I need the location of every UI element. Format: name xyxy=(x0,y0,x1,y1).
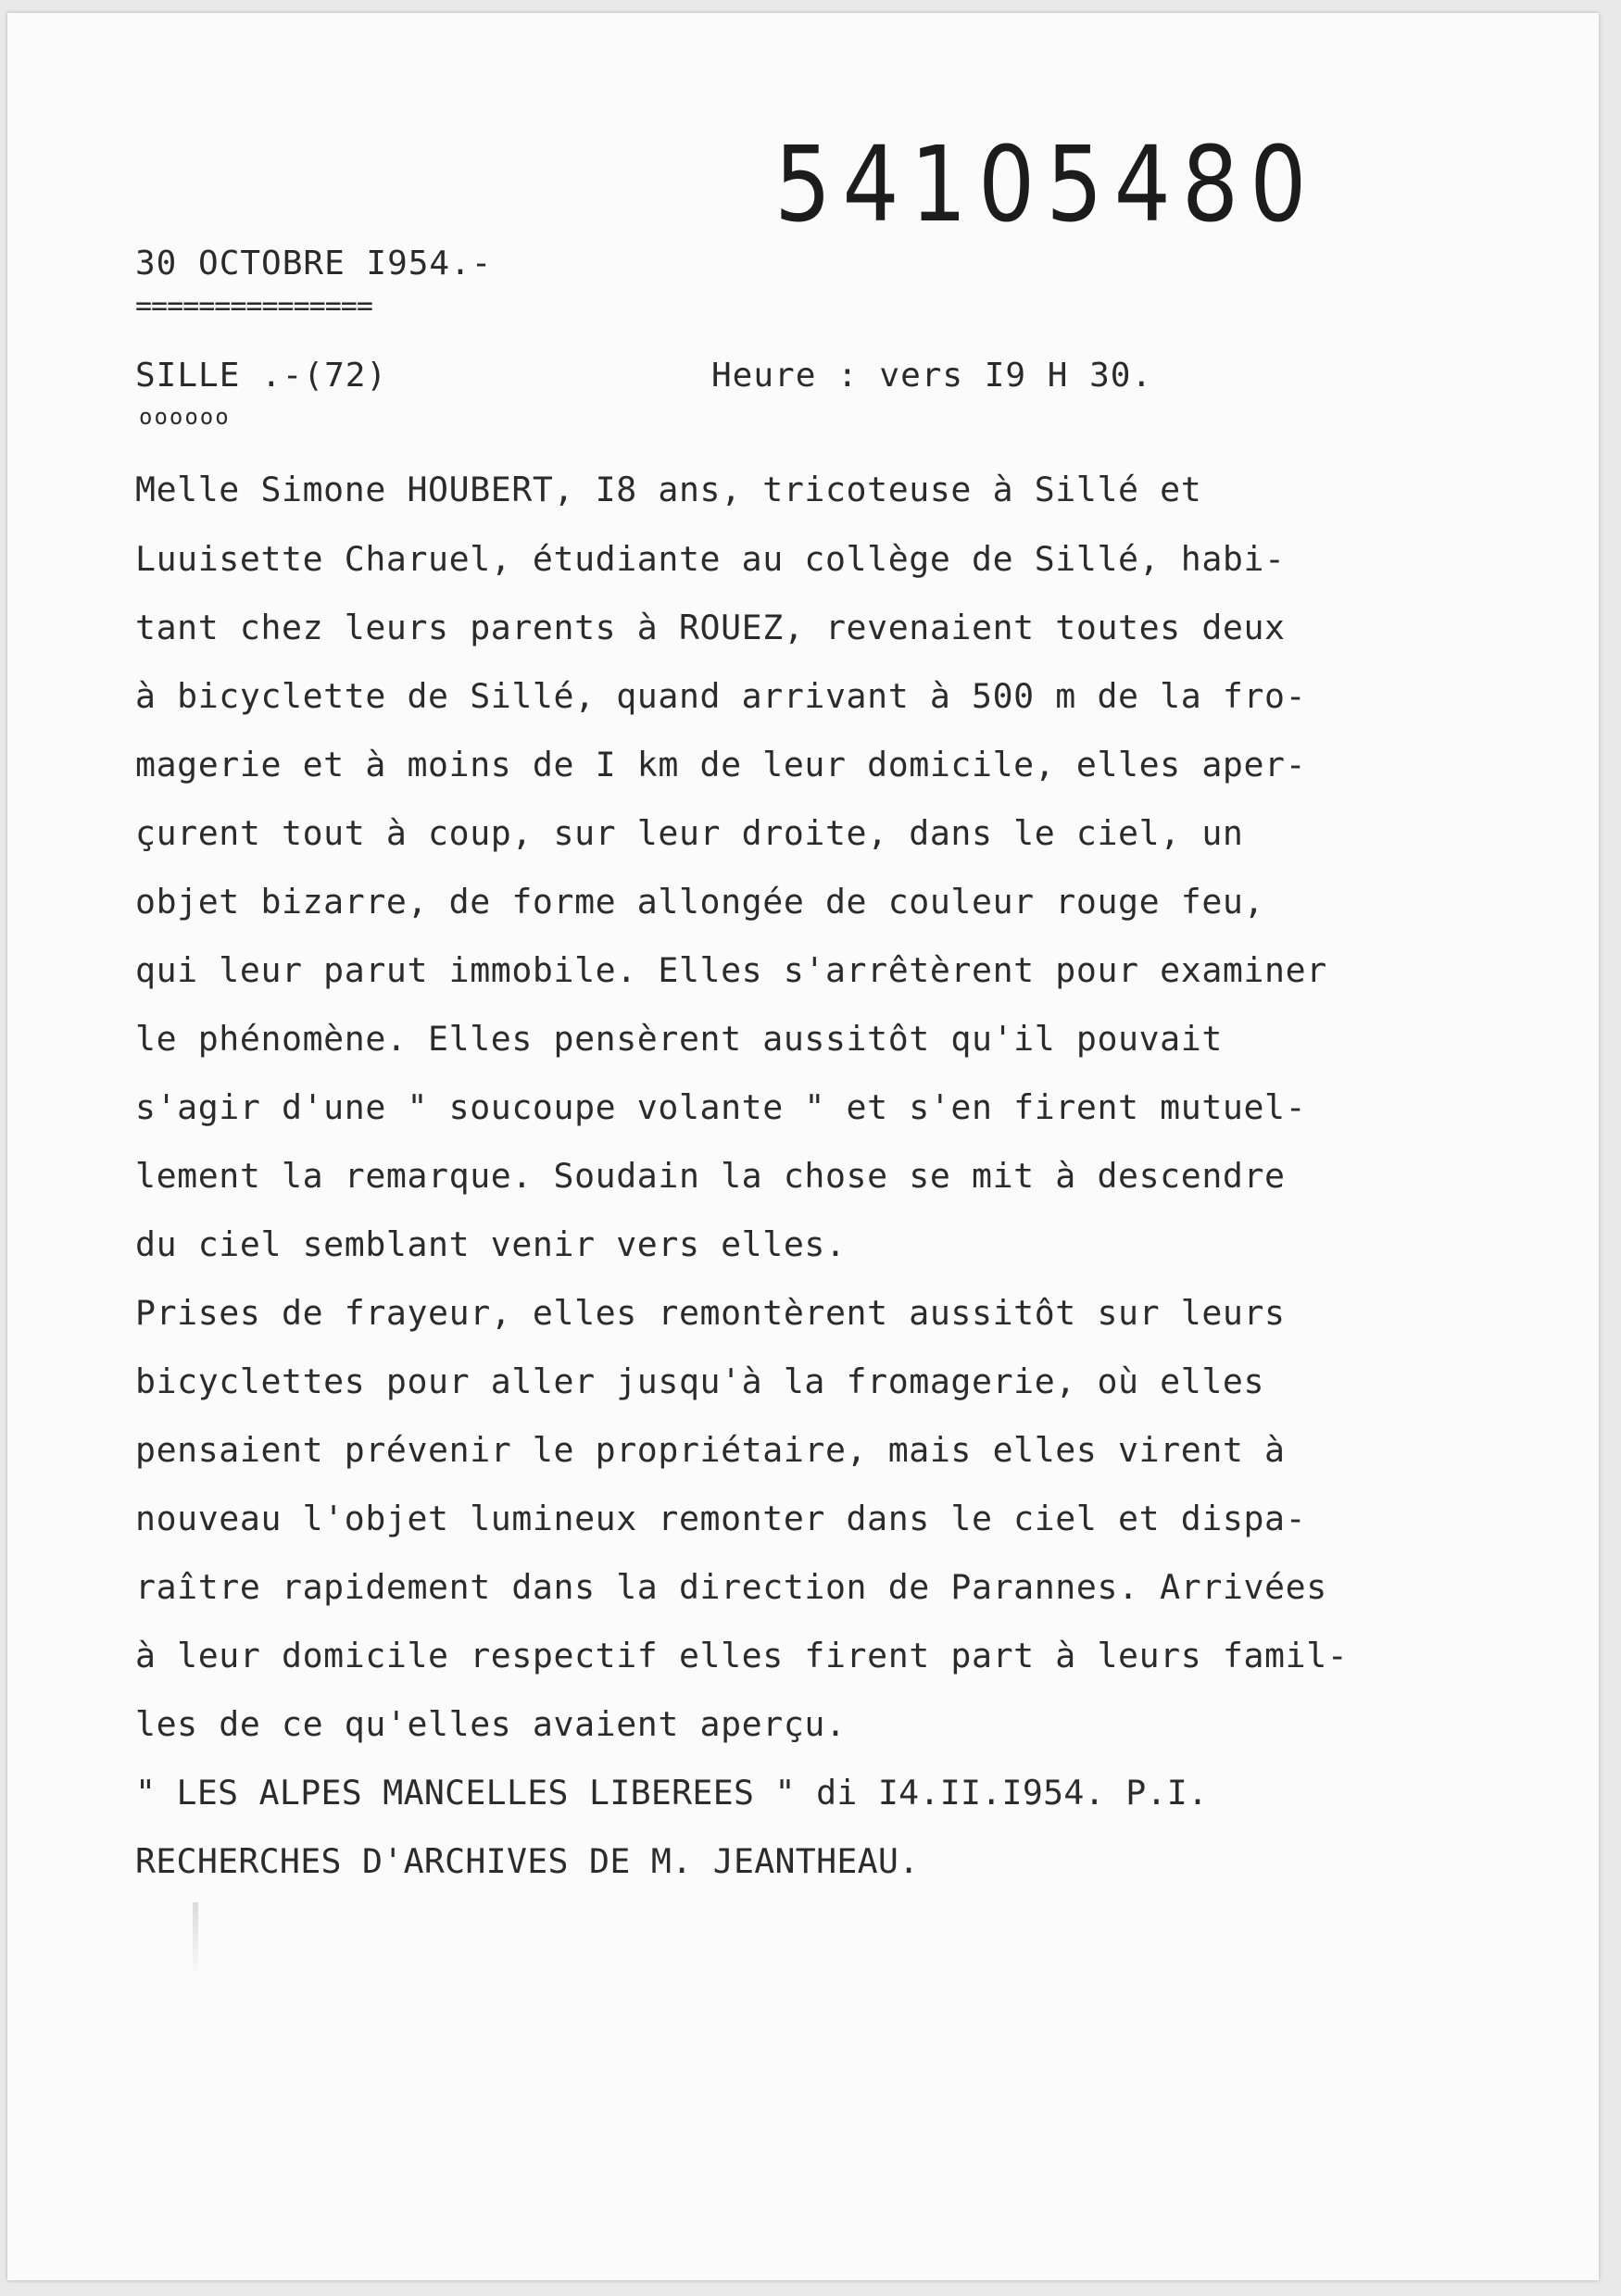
body-line: les de ce qu'elles avaient aperçu. xyxy=(135,1704,847,1744)
document-date: 30 OCTOBRE I954.- xyxy=(135,245,493,282)
body-line: magerie et à moins de I km de leur domicile, elles aper- xyxy=(135,745,1307,784)
newspaper-source: " LES ALPES MANCELLES LIBEREES " di I4.II.I954. P.I. xyxy=(135,1773,1209,1813)
archive-credit: RECHERCHES D'ARCHIVES DE M. JEANTHEAU. xyxy=(135,1841,920,1881)
body-line: du ciel semblant venir vers elles. xyxy=(135,1224,847,1264)
body-line: Melle Simone HOUBERT, I8 ans, tricoteuse à Sillé et xyxy=(135,470,1202,509)
body-line: à leur domicile respectif elles firent part à leurs famil- xyxy=(135,1636,1349,1675)
paper-mark xyxy=(193,1902,198,1976)
body-line: objet bizarre, de forme allongée de couleur rouge feu, xyxy=(135,882,1265,922)
date-underline: =============== xyxy=(135,290,372,322)
body-line: nouveau l'objet lumineux remonter dans le ciel et dispa- xyxy=(135,1499,1307,1538)
body-line: s'agir d'une " soucoupe volante " et s'en firent mutuel- xyxy=(135,1087,1307,1127)
separator-circles: oooooo xyxy=(139,404,231,430)
document-page xyxy=(7,13,1599,2280)
body-line: çurent tout à coup, sur leur droite, dans le ciel, un xyxy=(135,813,1244,853)
body-line: lement la remarque. Soudain la chose se mit à descendre xyxy=(135,1156,1286,1196)
body-line: tant chez leurs parents à ROUEZ, revenaient toutes deux xyxy=(135,608,1286,647)
body-line: le phénomène. Elles pensèrent aussitôt qu'il pouvait xyxy=(135,1019,1223,1059)
body-line: raître rapidement dans la direction de Parannes. Arrivées xyxy=(135,1567,1327,1607)
body-line: à bicyclette de Sillé, quand arrivant à 500 m de la fro- xyxy=(135,676,1307,716)
document-number: 54105480 xyxy=(774,125,1318,245)
time-heading: Heure : vers I9 H 30. xyxy=(711,357,1153,395)
body-line: Luuisette Charuel, étudiante au collège de Sillé, habi- xyxy=(135,539,1286,579)
body-line: qui leur parut immobile. Elles s'arrêtèrent pour examiner xyxy=(135,950,1327,990)
body-line: Prises de frayeur, elles remontèrent aussitôt sur leurs xyxy=(135,1293,1286,1333)
body-line: bicyclettes pour aller jusqu'à la fromagerie, où elles xyxy=(135,1361,1265,1401)
location-heading: SILLE .-(72) xyxy=(135,357,388,395)
body-line: pensaient prévenir le propriétaire, mais elles virent à xyxy=(135,1430,1286,1470)
